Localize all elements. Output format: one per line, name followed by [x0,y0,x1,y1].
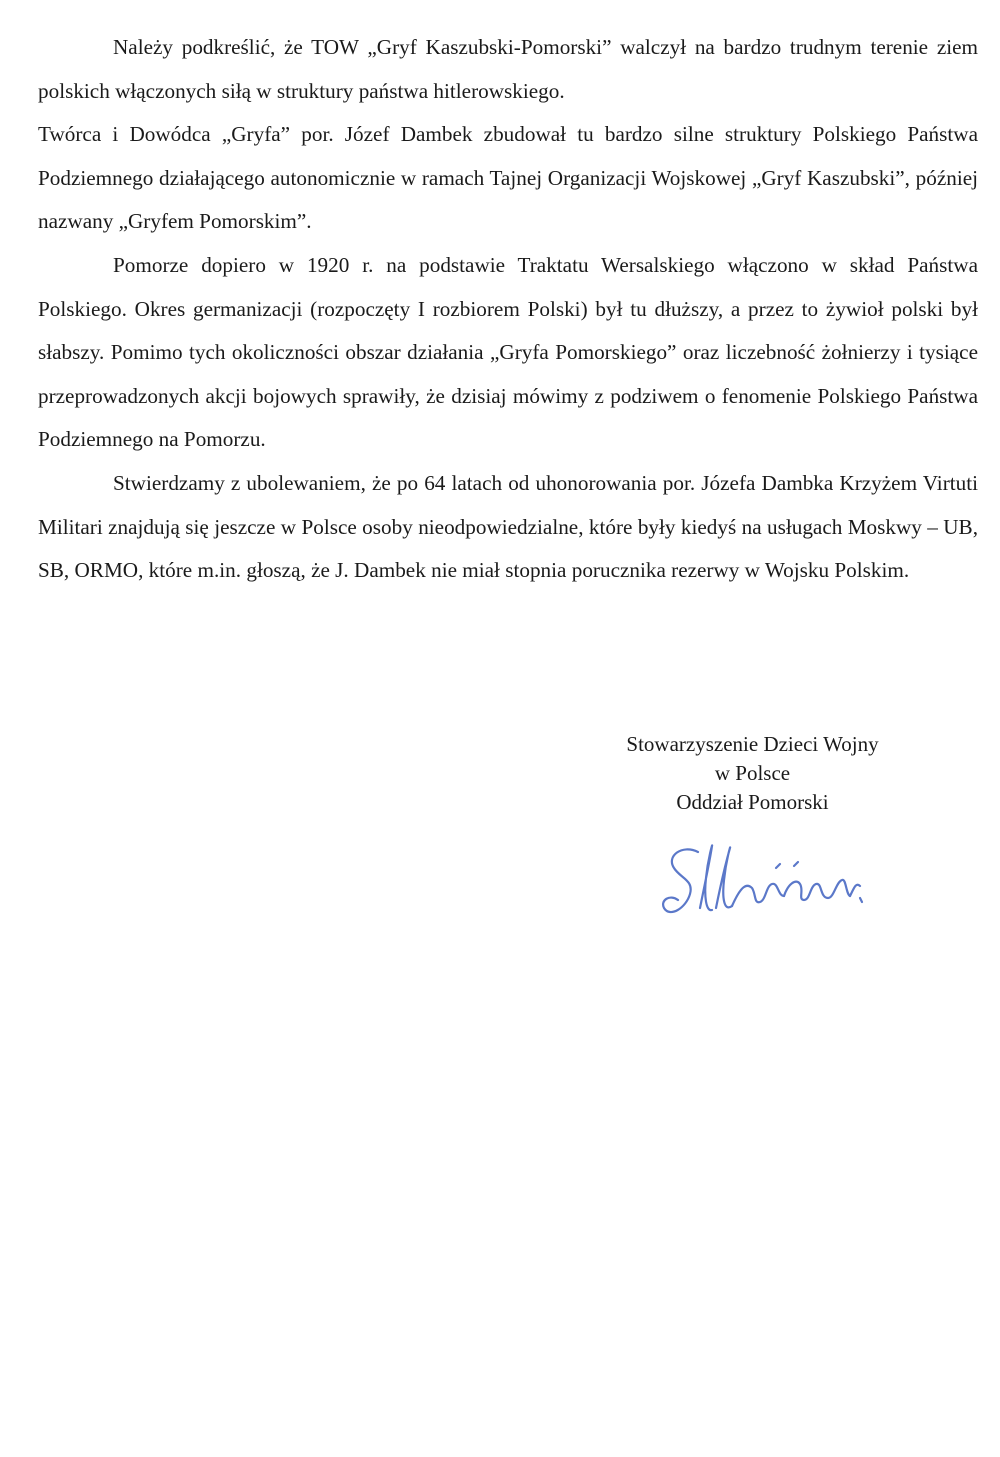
paragraph-1: Należy podkreślić, że TOW „Gryf Kaszubski-Pomorski” walczył na bardzo trudnym terenie ziem polskich włączonych siłą w struktury państwa hitlerowskiego. [38,35,978,103]
organization-name: Stowarzyszenie Dzieci Wojny [626,732,879,756]
paragraph-4: Stwierdzamy z ubolewaniem, że po 64 latach od uhonorowania por. Józefa Dambka Krzyżem Virtuti Militari znajdują się jeszcze w Polsce osoby nieodpowiedzialne, które były kiedyś na usługach Moskwy – UB, SB, ORMO, które m.in. głoszą, że J. Dambek nie miał stopnia porucznika rezerwy w Wojsku Polskim. [38,470,978,583]
paragraph-3: Pomorze dopiero w 1920 r. na podstawie Traktatu Wersalskiego włączono w skład Państwa Polskiego. Okres germanizacji (rozpoczęty I rozbiorem Polski) był tu dłuższy, a przez to żywioł polski był słabszy. Pomimo tych okoliczności obszar działania „Gryfa Pomorskiego” oraz liczebność żołnierzy i tysiące przeprowadzonych akcji bojowych sprawiły, że dzisiaj mówimy z podziwem o fenomenie Polskiego Państwa Podziemnego na Pomorzu. [38,252,978,452]
organization-country: w Polsce [714,761,791,785]
handwritten-signature-icon [660,838,870,928]
organization-branch: Oddział Pomorski [676,790,829,814]
signature-block [580,730,925,817]
letter-body [38,26,978,593]
paragraph-2: Twórca i Dowódca „Gryfa” por. Józef Dambek zbudował tu bardzo silne struktury Polskiego Państwa Podziemnego działającego autonomicznie w ramach Tajnej Organizacji Wojskowej „Gryf Kaszubski”, później nazwany „Gryfem Pomorskim”. [38,122,978,234]
